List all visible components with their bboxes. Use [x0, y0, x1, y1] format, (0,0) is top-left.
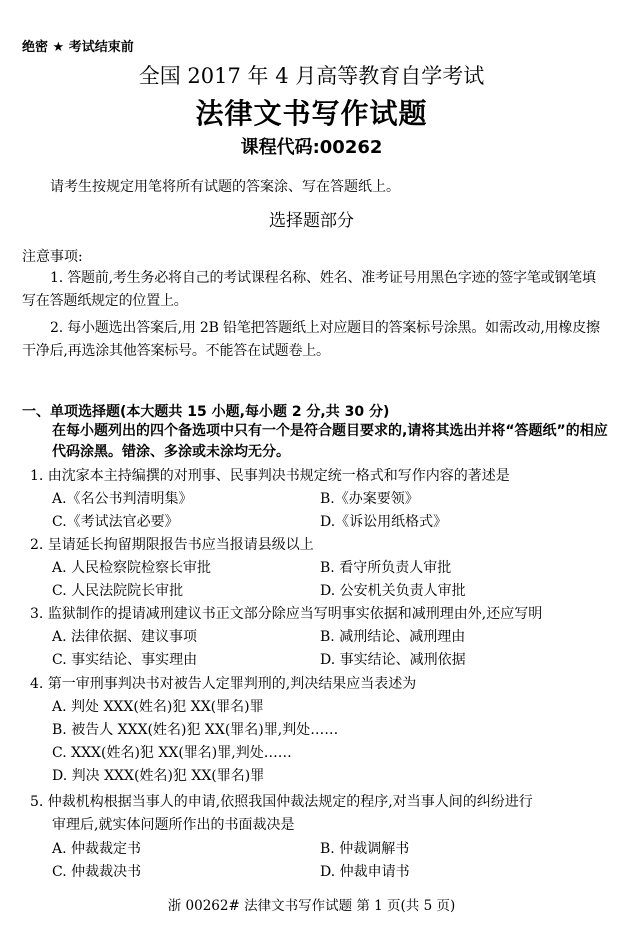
question-2-stem: 2. 呈请延长拘留期限报告书应当报请县级以上 [30, 537, 314, 553]
question-1-option-c: C.《考试法官必要》 [52, 514, 179, 530]
note-item-2: 2. 每小题选出答案后,用 2B 铅笔把答题纸上对应题目的答案标号涂黑。如需改动,用橡皮擦干净后,再选涂其他答案标号。不能答在试题卷上。 [22, 320, 600, 359]
note-item-1: 1. 答题前,考生务必将自己的考试课程名称、姓名、准考证号用黑色字迹的签字笔或钢笔填写在答题纸规定的位置上。 [22, 270, 596, 309]
question-3-option-d: D. 事实结论、减刑依据 [320, 652, 466, 668]
page-footer: 浙 00262# 法律文书写作试题 第 1 页(共 5 页) [167, 898, 456, 914]
course-code: 课程代码:00262 [240, 137, 383, 158]
question-5-option-d: D. 仲裁申请书 [320, 864, 410, 880]
question-2-option-b: B. 看守所负责人审批 [320, 560, 452, 576]
notes-heading: 注意事项: [22, 249, 83, 265]
question-3-option-a: A. 法律依据、建议事项 [52, 629, 198, 645]
question-3-option-b: B. 减刑结论、减刑理由 [320, 629, 466, 645]
question-4-option-a: A. 判处 XXX(姓名)犯 XX(罪名)罪 [52, 699, 264, 715]
question-4-stem: 4. 第一审刑事判决书对被告人定罪判刑的,判决结果应当表述为 [30, 676, 417, 692]
section-title: 选择题部分 [269, 211, 354, 231]
confidential-mark: 绝密 ★ 考试结束前 [22, 40, 134, 55]
question-3-option-c: C. 事实结论、事实理由 [52, 652, 198, 668]
question-5-option-a: A. 仲裁裁定书 [52, 841, 142, 857]
question-5-stem: 5. 仲裁机构根据当事人的申请,依照我国仲裁法规定的程序,对当事人间的纠纷进行 [30, 794, 533, 810]
question-4-option-d: D. 判决 XXX(姓名)犯 XX(罪名)罪 [52, 768, 265, 784]
question-1-stem: 1. 由沈家本主持编撰的对刑事、民事判决书规定统一格式和写作内容的著述是 [30, 468, 510, 484]
question-1-option-d: D.《诉讼用纸格式》 [320, 514, 448, 530]
question-4-option-c: C. XXX(姓名)犯 XX(罪名)罪,判处…… [52, 745, 292, 761]
part-description: 在每小题列出的四个备选项中只有一个是符合题目要求的,请将其选出并将“答题纸”的相应代码涂黑。错涂、多涂或未涂均无分。 [52, 423, 608, 460]
question-3-stem: 3. 监狱制作的提请减刑建议书正文部分除应当写明事实依据和减刑理由外,还应写明 [30, 606, 543, 622]
question-2-option-a: A. 人民检察院检察长审批 [52, 560, 212, 576]
question-2-option-c: C. 人民法院院长审批 [52, 583, 184, 599]
part-heading: 一、单项选择题(本大题共 15 小题,每小题 2 分,共 30 分) [22, 404, 390, 420]
question-1-option-b: B.《办案要领》 [320, 491, 419, 507]
paper-title: 法律文书写作试题 [195, 97, 428, 130]
question-4-option-b: B. 被告人 XXX(姓名)犯 XX(罪名)罪,判处…… [52, 722, 339, 738]
question-2-option-d: D. 公安机关负责人审批 [320, 583, 466, 599]
question-5-stem-continued: 审理后,就实体问题所作出的书面裁决是 [52, 817, 295, 833]
question-1-option-a: A.《名公书判清明集》 [52, 491, 193, 507]
exam-title: 全国 2017 年 4 月高等教育自学考试 [138, 64, 485, 88]
question-5-option-c: C. 仲裁裁决书 [52, 864, 142, 880]
instruction-text: 请考生按规定用笔将所有试题的答案涂、写在答题纸上。 [50, 179, 400, 195]
question-5-option-b: B. 仲裁调解书 [320, 841, 410, 857]
